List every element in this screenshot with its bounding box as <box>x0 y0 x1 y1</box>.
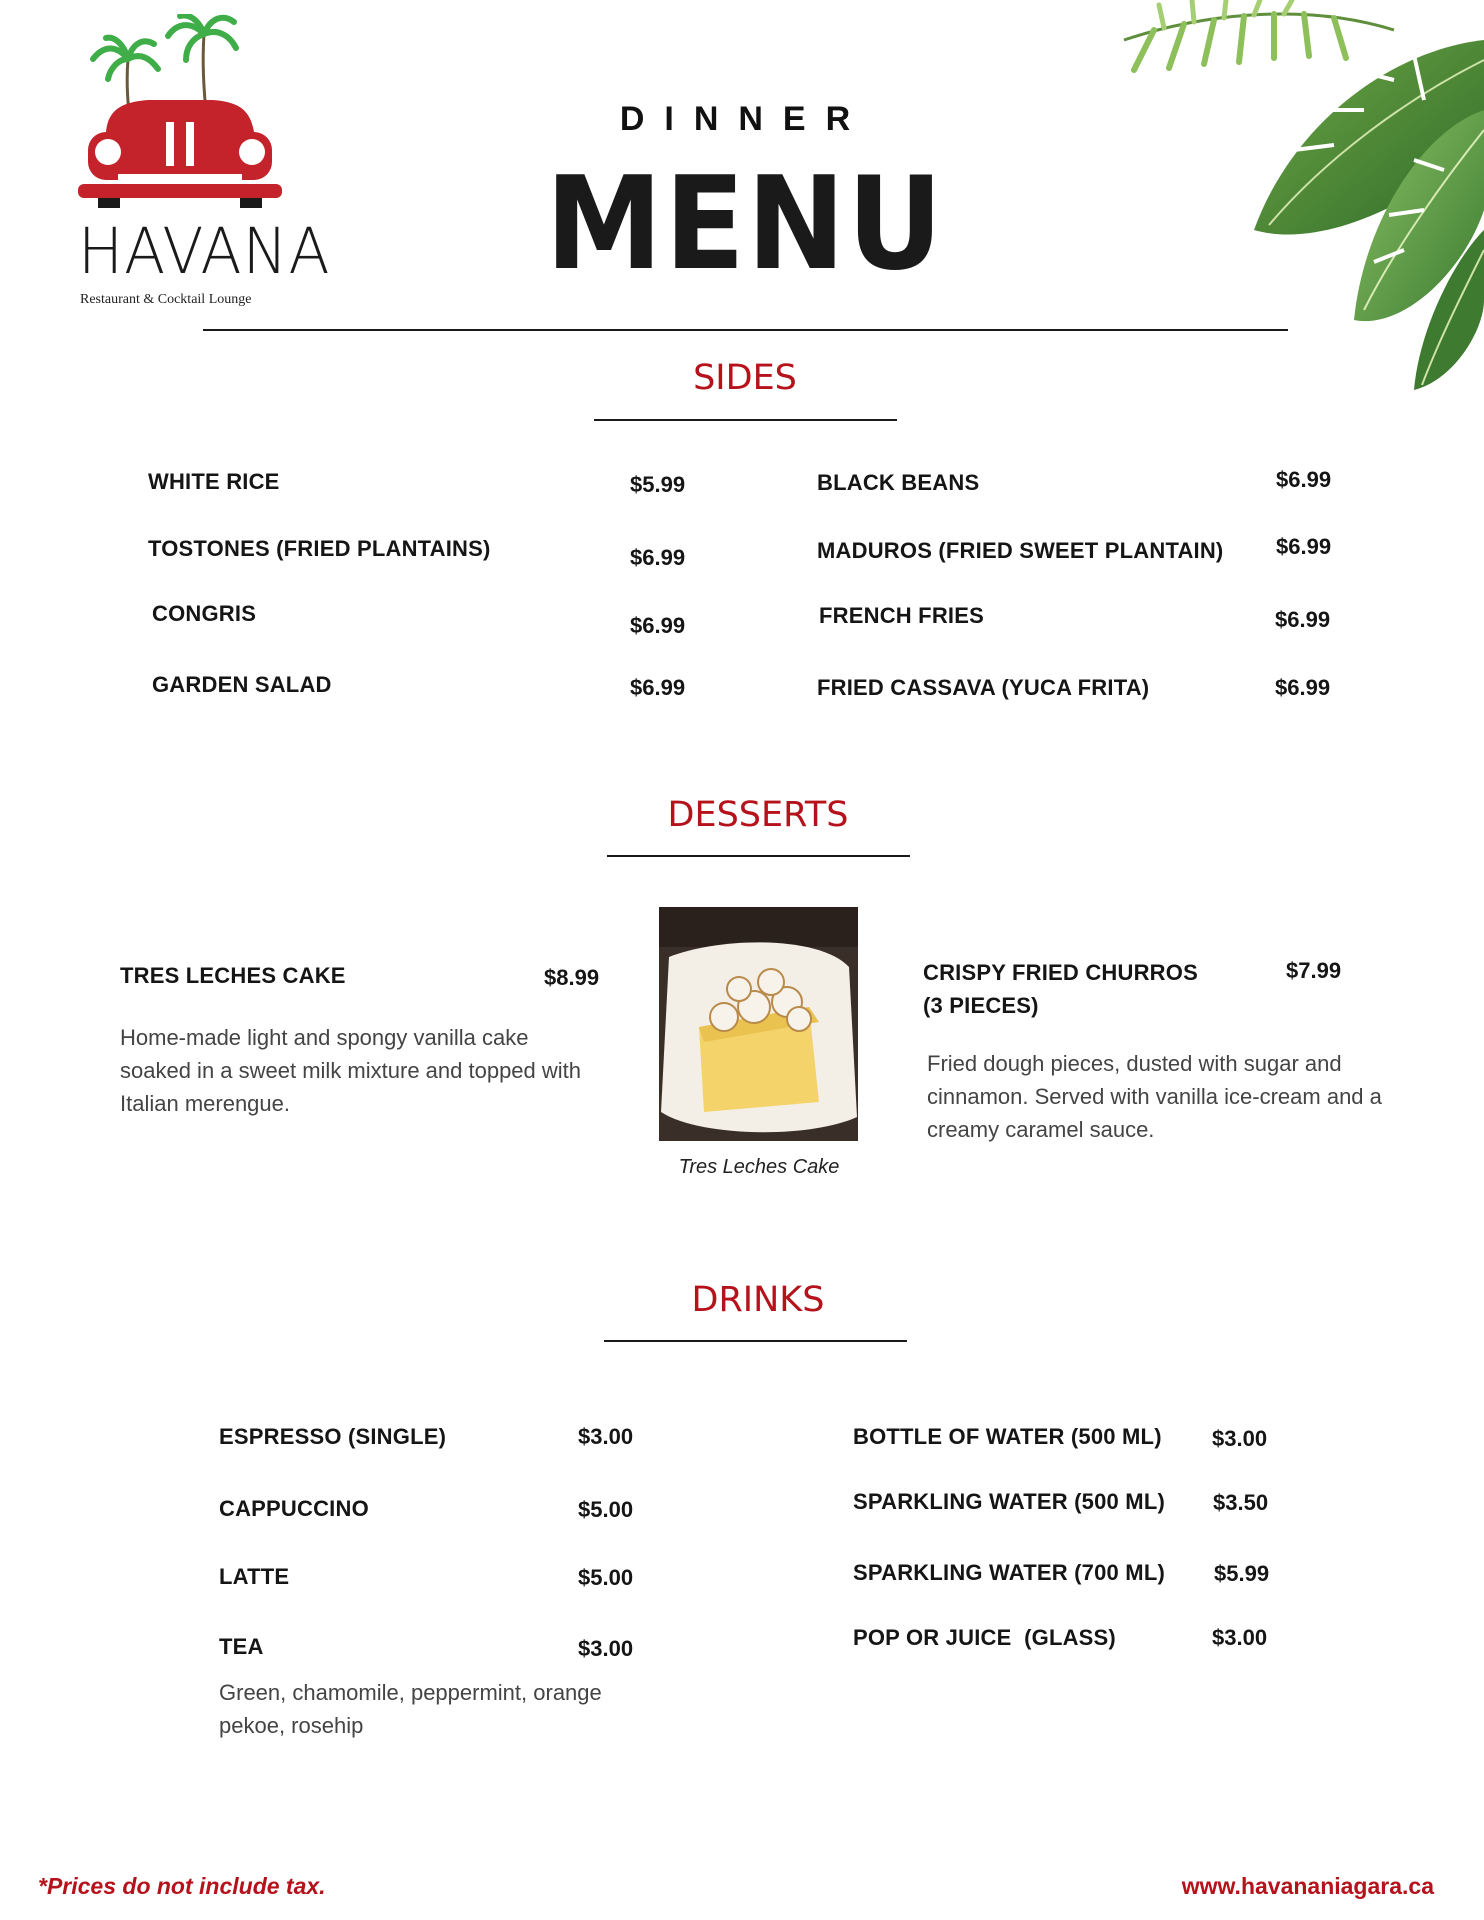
menu-item-name: TOSTONES (FRIED PLANTAINS) <box>148 536 491 561</box>
drink-price: $5.00 <box>578 1565 634 1590</box>
drink-price: $5.00 <box>578 1497 634 1522</box>
drink-price: $5.99 <box>1214 1561 1270 1586</box>
menu-item-name: BLACK BEANS <box>817 470 980 495</box>
drink-price: $3.00 <box>578 1636 634 1661</box>
sides-divider <box>594 419 897 421</box>
menu-item-price: $6.99 <box>630 675 686 700</box>
menu-item-name: GARDEN SALAD <box>152 672 332 697</box>
header-divider <box>203 329 1288 331</box>
dessert-name: CRISPY FRIED CHURROS <box>923 960 1198 985</box>
menu-item-name: FRIED CASSAVA (YUCA FRITA) <box>817 675 1150 700</box>
dessert-description: Home-made light and spongy vanilla cake soaked in a sweet milk mixture and topped with Italian merengue. <box>120 1025 582 1116</box>
menu-item-price: $6.99 <box>1275 607 1331 632</box>
dessert-price: $7.99 <box>1286 958 1342 983</box>
section-title-sides: SIDES <box>693 358 797 398</box>
photo-caption: Tres Leches Cake <box>678 1156 840 1178</box>
drink-price: $3.00 <box>1212 1625 1268 1650</box>
drink-price: $3.00 <box>578 1424 634 1449</box>
drink-price: $3.50 <box>1213 1490 1269 1515</box>
drinks-divider <box>604 1340 907 1342</box>
tres-leches-photo <box>659 907 858 1141</box>
classic-car-icon <box>78 100 282 208</box>
palm-tree-icon <box>168 16 236 114</box>
menu-item-name: WHITE RICE <box>148 469 280 494</box>
logo-tagline: Restaurant & Cocktail Lounge <box>80 292 252 307</box>
drink-name: TEA <box>219 1634 264 1659</box>
tropical-leaves-decoration <box>1064 0 1484 395</box>
dessert-price: $8.99 <box>544 965 600 990</box>
menu-subtitle: DINNER <box>619 100 871 138</box>
menu-item-price: $6.99 <box>630 545 686 570</box>
section-title-drinks: DRINKS <box>691 1280 825 1320</box>
menu-item-name: CONGRIS <box>152 601 257 626</box>
menu-item-name: MADUROS (FRIED SWEET PLANTAIN) <box>817 538 1224 563</box>
tea-note: Green, chamomile, peppermint, orange pekoe, rosehip <box>219 1680 602 1738</box>
dessert-description: Fried dough pieces, dusted with sugar and cinnamon. Served with vanilla ice-cream and a creamy caramel sauce. <box>927 1051 1382 1142</box>
dessert-name: TRES LECHES CAKE <box>120 963 346 988</box>
drink-name: ESPRESSO (SINGLE) <box>219 1424 447 1449</box>
drink-name: BOTTLE OF WATER (500 ML) <box>853 1424 1162 1449</box>
menu-item-price: $6.99 <box>630 613 686 638</box>
menu-item-price: $6.99 <box>1275 675 1331 700</box>
page-title: MENU <box>545 150 945 299</box>
desserts-divider <box>607 855 910 857</box>
drink-name: SPARKLING WATER (700 ML) <box>853 1560 1165 1585</box>
menu-item-name: FRENCH FRIES <box>819 603 984 628</box>
menu-item-price: $6.99 <box>1276 534 1332 559</box>
drink-name: LATTE <box>219 1564 290 1589</box>
drink-name: SPARKLING WATER (500 ML) <box>853 1489 1165 1514</box>
website-link[interactable]: www.havananiagara.ca <box>1181 1873 1434 1899</box>
drink-name: CAPPUCCINO <box>219 1496 369 1521</box>
tax-note: *Prices do not include tax. <box>38 1873 326 1899</box>
menu-item-price: $6.99 <box>1276 467 1332 492</box>
menu-item-price: $5.99 <box>630 472 686 497</box>
dessert-name-line2: (3 PIECES) <box>923 993 1039 1018</box>
section-title-desserts: DESSERTS <box>667 795 849 835</box>
logo-wordmark: HAVANA <box>78 215 331 289</box>
drink-price: $3.00 <box>1212 1426 1268 1451</box>
drink-name: POP OR JUICE (GLASS) <box>853 1625 1116 1650</box>
palm-frond-icon <box>1124 0 1394 70</box>
